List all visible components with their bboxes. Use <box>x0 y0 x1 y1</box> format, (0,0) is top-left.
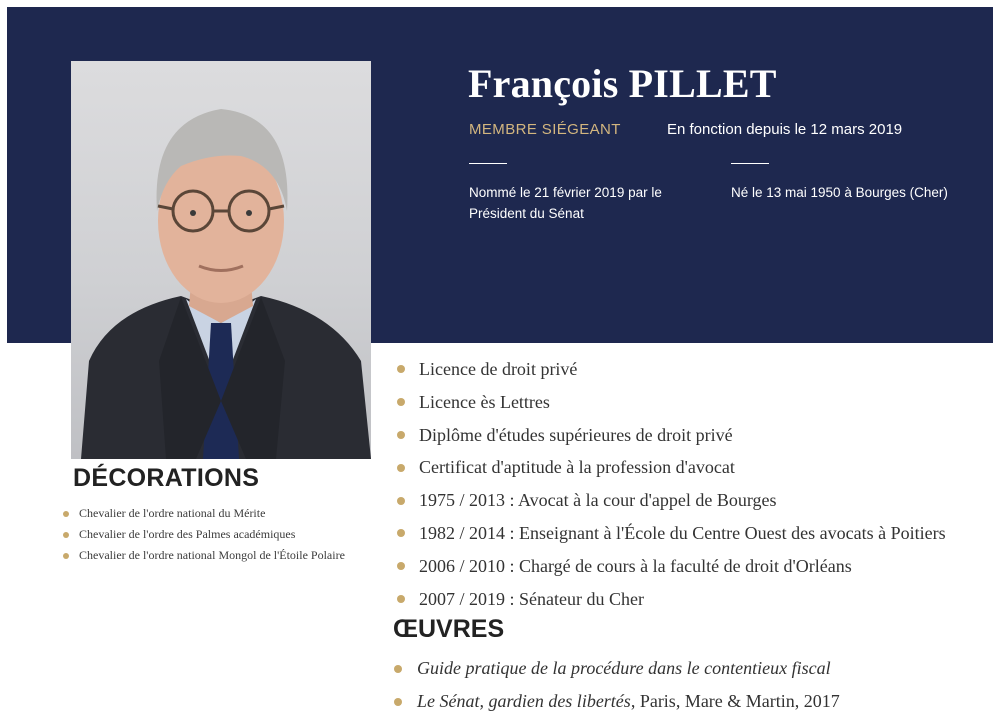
bullet-icon <box>63 532 69 538</box>
decoration-item <box>63 545 345 566</box>
portrait-photo <box>71 61 371 459</box>
bullet-icon <box>397 464 405 472</box>
decoration-item <box>63 503 345 524</box>
career-item <box>396 550 946 583</box>
career-text: Licence ès Lettres <box>419 391 550 412</box>
bullet-icon <box>397 365 405 373</box>
bullet-icon <box>397 529 405 537</box>
decoration-text: Chevalier de l'ordre national du Mérite <box>79 506 266 520</box>
career-list <box>396 353 946 615</box>
bullet-icon <box>397 431 405 439</box>
work-item <box>393 652 840 685</box>
work-title: Le Sénat, gardien des libertés <box>417 691 631 711</box>
decoration-text: Chevalier de l'ordre des Palmes académiques <box>79 527 296 541</box>
decoration-item <box>63 524 345 545</box>
appointment-line-2: Président du Sénat <box>469 206 584 221</box>
decorations-list <box>63 503 345 566</box>
in-office-since: En fonction depuis le 12 mars 2019 <box>667 121 903 138</box>
career-item <box>396 386 946 419</box>
career-item <box>396 583 946 616</box>
bullet-icon <box>397 497 405 505</box>
work-item <box>393 685 840 718</box>
divider-left <box>469 163 507 164</box>
career-text: 1982 / 2014 : Enseignant à l'École du Centre Ouest des avocats à Poitiers <box>419 522 946 543</box>
bullet-icon <box>63 553 69 559</box>
bullet-icon <box>394 665 402 673</box>
work-details: , Paris, Mare & Martin, 2017 <box>630 691 840 711</box>
page-title: François PILLET <box>468 61 777 106</box>
career-text: Certificat d'aptitude à la profession d'avocat <box>419 457 735 478</box>
portrait-illustration <box>71 61 371 459</box>
career-text: 1975 / 2013 : Avocat à la cour d'appel de Bourges <box>419 490 777 511</box>
career-item <box>396 419 946 452</box>
divider-right <box>731 163 769 164</box>
career-text: 2006 / 2010 : Chargé de cours à la faculté de droit d'Orléans <box>419 555 852 576</box>
birth-info: Né le 13 mai 1950 à Bourges (Cher) <box>731 185 948 200</box>
work-title: Guide pratique de la procédure dans le contentieux fiscal <box>417 658 831 678</box>
bullet-icon <box>397 398 405 406</box>
career-item <box>396 484 946 517</box>
bullet-icon <box>63 511 69 517</box>
decorations-heading: DÉCORATIONS <box>73 464 260 492</box>
bullet-icon <box>397 562 405 570</box>
works-heading: ŒUVRES <box>393 615 505 643</box>
appointment-line-1: Nommé le 21 février 2019 par le <box>469 185 662 200</box>
career-text: Licence de droit privé <box>419 359 578 379</box>
career-text: Diplôme d'études supérieures de droit privé <box>419 424 733 445</box>
career-text: 2007 / 2019 : Sénateur du Cher <box>419 588 644 609</box>
works-list <box>393 652 840 718</box>
career-item <box>396 517 946 550</box>
career-item <box>396 451 946 484</box>
decoration-text: Chevalier de l'ordre national Mongol de l'Étoile Polaire <box>79 548 345 562</box>
bullet-icon <box>394 698 402 706</box>
bullet-icon <box>397 595 405 603</box>
role-label: MEMBRE SIÉGEANT <box>469 121 621 138</box>
appointment-info <box>469 182 699 224</box>
career-item <box>396 353 946 386</box>
